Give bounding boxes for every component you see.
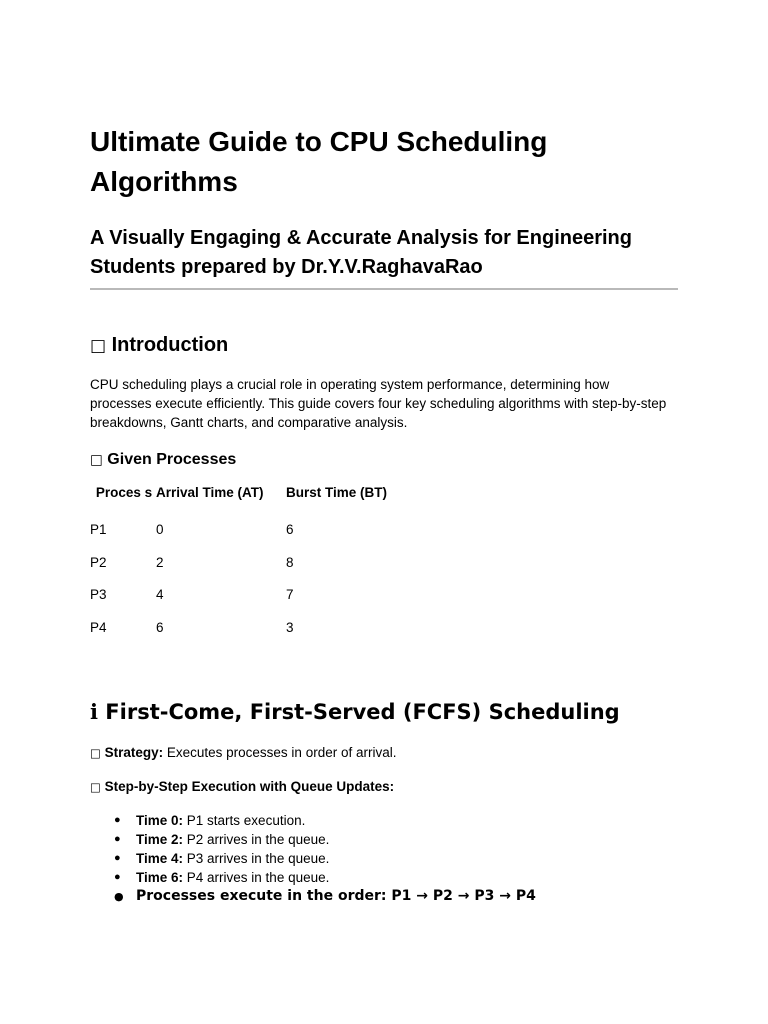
strategy-label: Strategy: <box>104 745 164 760</box>
placeholder-box-icon: □ <box>90 746 101 760</box>
step-text: P3 arrives in the queue. <box>183 851 330 866</box>
fcfs-heading-text: First-Come, First-Served (FCFS) Scheduling <box>105 700 620 724</box>
strategy-text: Executes processes in order of arrival. <box>163 745 397 760</box>
table-row <box>90 586 416 619</box>
cell-burst-time: 7 <box>286 587 294 602</box>
cell-burst-time: 8 <box>286 554 294 570</box>
given-processes-heading-text: Given Processes <box>107 451 237 468</box>
placeholder-box-icon: □ <box>90 336 107 356</box>
info-icon: ℹ <box>90 700 98 724</box>
step-text: P2 arrives in the queue. <box>183 832 330 847</box>
cell-process: P2 <box>90 554 107 570</box>
process-table <box>90 480 416 651</box>
list-item <box>136 868 536 887</box>
fcfs-heading <box>90 698 620 726</box>
document-title: Ultimate Guide to CPU Scheduling Algorithms <box>90 126 548 197</box>
column-header-arrival-time: Arrival Time (AT) <box>156 485 264 500</box>
introduction-paragraph: CPU scheduling plays a crucial role in operating system performance, determining how processes execute efficiently. This guide covers four key scheduling algorithms with step-by-step breakdowns, Gantt charts, and comparative analysis. <box>90 377 667 430</box>
column-header-process: Proces s <box>95 485 153 500</box>
table-row <box>90 554 416 587</box>
horizontal-divider <box>90 288 678 290</box>
step-time-label: Time 0: <box>136 813 184 828</box>
document-subtitle: A Visually Engaging & Accurate Analysis for Engineering Students prepared by Dr.Y.V.RaghavaRao <box>90 227 632 278</box>
cell-process: P4 <box>90 619 107 635</box>
cell-burst-time: 3 <box>286 619 294 635</box>
step-time-label: Time 4: <box>136 851 184 866</box>
step-time-label: Time 2: <box>136 832 184 847</box>
table-row <box>90 619 416 652</box>
placeholder-box-icon: □ <box>90 452 103 468</box>
column-header-burst-time: Burst Time (BT) <box>286 485 388 500</box>
strategy-line <box>90 743 396 763</box>
table-row <box>90 521 416 554</box>
execution-steps-list <box>90 811 536 906</box>
introduction-heading-text: Introduction <box>111 334 229 356</box>
cell-arrival-time: 2 <box>156 554 164 570</box>
steps-heading <box>90 777 394 797</box>
list-item <box>136 811 536 830</box>
cell-process: P3 <box>90 587 107 602</box>
cell-process: P1 <box>90 522 107 537</box>
placeholder-box-icon: □ <box>90 780 101 794</box>
steps-heading-text: Step-by-Step Execution with Queue Updates: <box>104 779 395 794</box>
step-text: P4 arrives in the queue. <box>183 870 330 885</box>
execution-order-summary: ● Processes execute in the order: P1 → P2 → P3 → P4 <box>136 887 536 906</box>
cell-arrival-time: 0 <box>156 522 164 537</box>
given-processes-heading <box>90 450 236 470</box>
step-time-label: Time 6: <box>136 870 184 885</box>
list-item <box>136 849 536 868</box>
list-item <box>136 830 536 849</box>
step-text: P1 starts execution. <box>183 813 306 828</box>
introduction-heading <box>90 332 228 359</box>
cell-burst-time: 6 <box>286 522 294 537</box>
table-header-row <box>90 480 416 521</box>
cell-arrival-time: 4 <box>156 587 164 602</box>
cell-arrival-time: 6 <box>156 619 164 635</box>
